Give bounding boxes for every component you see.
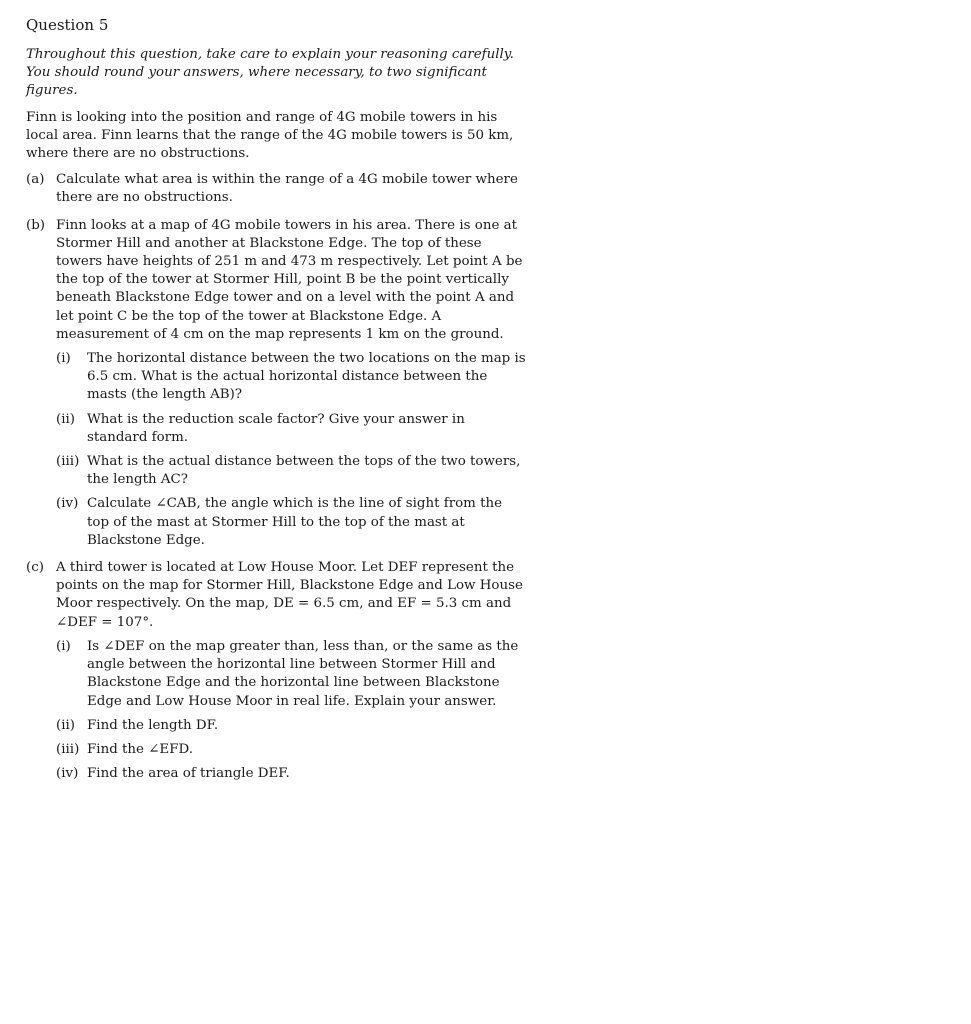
subpart-label: (iv) bbox=[56, 496, 79, 512]
part-label: (b) bbox=[26, 217, 46, 233]
subpart-text: What is the actual distance between the tops of the two towers, the length AC? bbox=[87, 454, 521, 488]
question-page bbox=[26, 14, 526, 792]
subpart-label: (iii) bbox=[56, 741, 80, 757]
part-text: A third tower is located at Low House Moor. Let DEF represent the points on the map for Stormer Hill, Blackstone Edge and Low House Moor respectively. On the map, DE = 6.5 cm, and EF = 5.3 cm and ∠DEF = 107°. bbox=[56, 560, 523, 630]
question-instruction: Throughout this question, take care to explain your reasoning carefully. You should round your answers, where necessary, to two significant figures. bbox=[26, 47, 514, 99]
subpart-text: Find the length DF. bbox=[87, 717, 219, 733]
subpart-list bbox=[56, 350, 526, 550]
subpart-label: (ii) bbox=[56, 411, 76, 427]
subpart-b-i bbox=[56, 350, 526, 405]
subpart-text: Is ∠DEF on the map greater than, less than, or the same as the angle between the horizontal line between Stormer Hill and Blackstone Edge and the horizontal line between Blackstone Edge and Low House Moor in real life. Explain your answer. bbox=[87, 638, 519, 709]
question-title: Question 5 bbox=[26, 16, 109, 34]
subpart-b-iv bbox=[56, 495, 526, 550]
subpart-label: (i) bbox=[56, 638, 71, 654]
subpart-c-ii bbox=[56, 717, 526, 735]
question-context: Finn is looking into the position and range of 4G mobile towers in his local area. Finn learns that the range of the 4G mobile towers is 50 km, where there are no obstructions. bbox=[26, 109, 514, 162]
part-c bbox=[26, 559, 526, 783]
subpart-text: The horizontal distance between the two locations on the map is 6.5 cm. What is the actual horizontal distance between the masts (the length AB)? bbox=[87, 351, 526, 403]
subpart-b-iii bbox=[56, 453, 526, 489]
subpart-b-ii bbox=[56, 411, 526, 447]
part-text: Finn looks at a map of 4G mobile towers in his area. There is one at Stormer Hill and another at Blackstone Edge. The top of these towers have heights of 251 m and 473 m respectively. Let point A be the top of the tower at Stormer Hill, point B be the point vertically beneath Blackstone Edge tower and on a level with the point A and let point C be the top of the tower at Blackstone Edge. A measurement of 4 cm on the map represents 1 km on the ground. bbox=[56, 217, 523, 342]
subpart-c-iii bbox=[56, 741, 526, 759]
part-text: Calculate what area is within the range of a 4G mobile tower where there are no obstructions. bbox=[56, 172, 518, 206]
part-a bbox=[26, 171, 526, 207]
subpart-label: (ii) bbox=[56, 717, 76, 733]
subpart-label: (i) bbox=[56, 351, 71, 367]
part-b bbox=[26, 217, 526, 550]
subpart-label: (iv) bbox=[56, 766, 79, 782]
subpart-list bbox=[56, 638, 526, 783]
subpart-text: What is the reduction scale factor? Give your answer in standard form. bbox=[87, 411, 465, 445]
subpart-c-i bbox=[56, 638, 526, 711]
subpart-c-iv bbox=[56, 765, 526, 783]
part-label: (a) bbox=[26, 172, 45, 188]
subpart-text: Calculate ∠CAB, the angle which is the line of sight from the top of the mast at Stormer Hill to the top of the mast at Blackstone Edge. bbox=[87, 496, 503, 548]
subpart-text: Find the ∠EFD. bbox=[87, 741, 194, 757]
subpart-label: (iii) bbox=[56, 454, 80, 470]
part-label: (c) bbox=[26, 560, 44, 576]
subpart-text: Find the area of triangle DEF. bbox=[87, 766, 290, 782]
